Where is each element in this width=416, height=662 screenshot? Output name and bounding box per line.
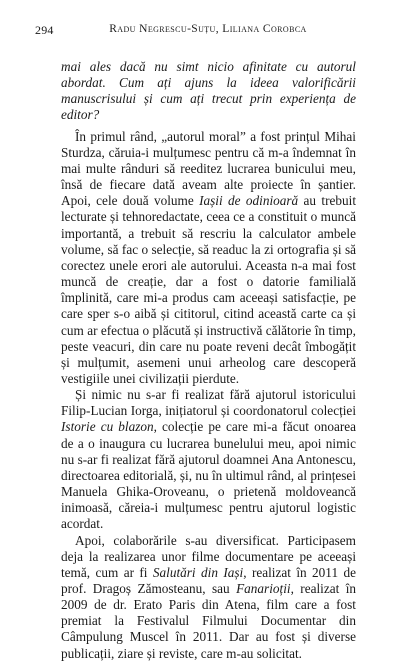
interview-question — [61, 59, 356, 124]
paragraph-3 — [61, 533, 356, 662]
page-header — [35, 23, 381, 39]
p1-seg-2: au trebuit lecturate și tehnoredactate, ceea ce a constituit o muncă importantă, a trebuit să rescriu la calculator ambele volume, să fac o selecție, să readuc la zi ortografia și să corectez unele erori ale autorului. Aceasta n-a mai fost muncă de creație, dar a fost o datorie familială împlinită, care mi-a produs cam aceeași satisfacție, pe care sper s-o aibă și cititorul, citind această carte ca și cum ar efectua o plăcută și instructivă călătorie în timp, peste veacuri, din care nu poate reveni decât îmbogățit și mulțumit, asemeni unui arheolog care descoperă vestigiile unei civilizații pierdute. — [61, 193, 356, 386]
p1-seg-0: În primul rând, „autorul moral” a fost prințul Mihai Sturdza, căruia-i mulțumesc pentru că m-a îndemnat în mai multe rânduri să reeditez lucrarea bunicului meu, însă de fiecare dată aveam alte proiecte în șantier. Apoi, cele două volume — [61, 128, 356, 209]
p2-seg-1: Istorie cu blazon — [61, 419, 154, 435]
paragraph-1 — [61, 129, 356, 388]
p2-seg-2: , colecție pe care mi-a făcut onoarea de a o inaugura cu lucrarea bunelului meu, apoi nimic nu s-ar fi realizat fără ajutorul doamnei Ana Antonescu, directoarea editorială, și, nu în ultimul rând, al prințesei Manuela Ghika-Oroveanu, o prietenă moldoveancă inimoasă, căreia-i mulțumesc pentru ajutorul logistic acordat. — [61, 419, 356, 532]
p3-seg-3: Fanarioții — [236, 581, 291, 596]
page-number: 294 — [35, 23, 54, 37]
p1-seg-1: Iașii de odinioară — [199, 193, 299, 209]
question-text: mai ales dacă nu simt nicio afinitate cu autorul abordat. Cum ați ajuns la ideea valorificării manuscrisului și cum ați trecut prin experiența de editor? — [61, 59, 356, 123]
p3-seg-2: , realizat în 2011 de prof. Dragoș Zămosteanu, sau — [61, 564, 356, 596]
p2-seg-0: Și nimic nu s-ar fi realizat fără ajutorul istoricului Filip-Lucian Iorga, inițiatorul și coordonatorul colecției — [61, 387, 356, 419]
p3-seg-4: , realizat în 2009 de dr. Erato Paris din Atena, film care a fost premiat la Festivalul Filmului Documentar din Câmpulung Muscel în 2011. Dar au fost și diverse publicații, ziare și reviste, care m-au solicitat. — [61, 581, 356, 661]
paragraph-2 — [61, 387, 356, 532]
body-text — [61, 59, 356, 662]
p3-seg-1: Salutări din Iași — [152, 564, 244, 580]
p3-seg-0: Apoi, colaborările s-au diversificat. Participasem deja la realizarea unor filme documentare pe aceeași temă, cum ar fi — [61, 532, 356, 580]
running-head: Radu Negrescu-Suțu, Liliana Corobca — [109, 23, 307, 35]
